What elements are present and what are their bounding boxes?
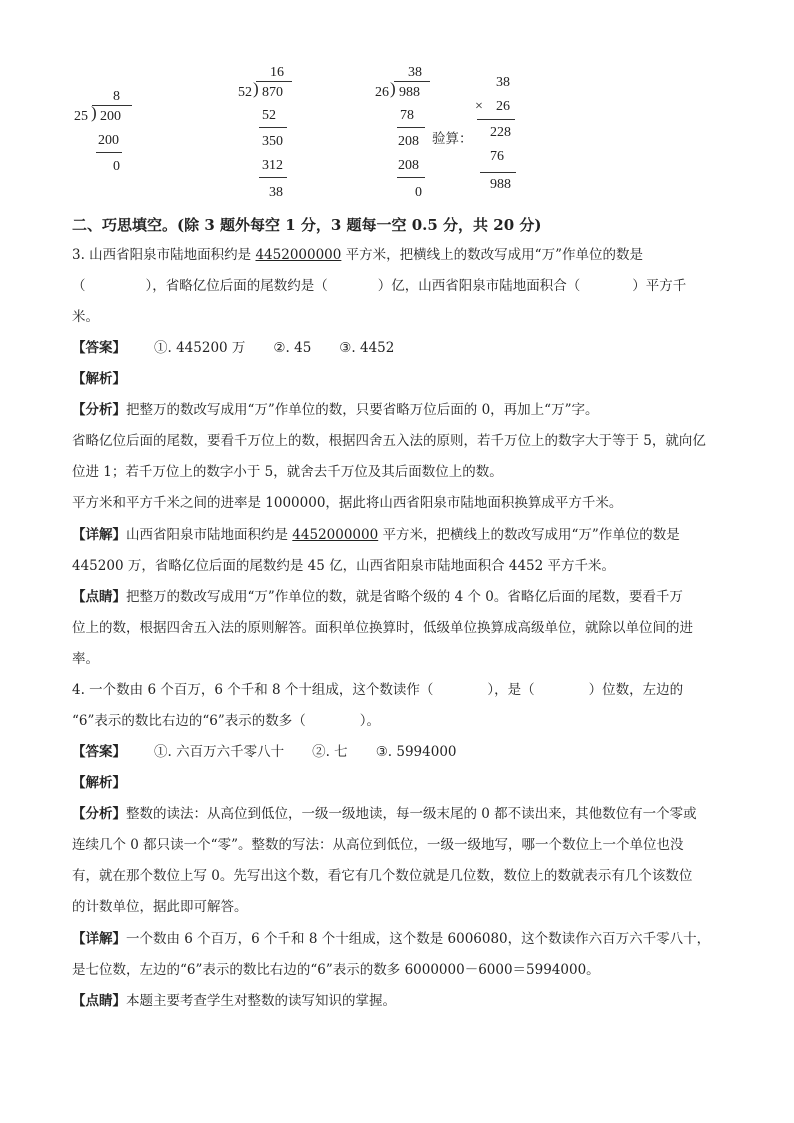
detail-text: 445200 万，省略亿位后面的尾数约是 45 亿，山西省阳泉市陆地面积合 4452 平方千米。 [72, 558, 616, 574]
xiangjie-tag: 【详解】 [72, 931, 126, 947]
analysis-text [72, 806, 697, 822]
division-bracket: ) [91, 103, 97, 122]
underlined-number: 4452000000 [292, 527, 379, 543]
product: 988 [490, 177, 511, 192]
text: ），省略亿位后面的尾数约是（ [145, 278, 328, 294]
text: 把整万的数改写成用“万”作单位的数，就是省略个级的 4 个 0。省略亿后面的尾数，要看千万 [126, 589, 683, 605]
multiplicand: 38 [496, 75, 510, 90]
analysis-tag: 【解析】 [72, 371, 126, 387]
answer-item: ②. 45 [273, 340, 312, 356]
partial-remainder: 350 [262, 134, 283, 149]
xiangjie-tag: 【详解】 [72, 527, 126, 543]
text: 山西省阳泉市陆地面积约是 [126, 527, 293, 543]
partial-remainder: 208 [398, 134, 419, 149]
analysis-text: 平方米和平方千米之间的进率是 1000000，据此将山西省阳泉市陆地面积换算成平方千米。 [72, 495, 623, 511]
question-text [72, 682, 683, 698]
text: 一个数由 6 个百万，6 个千和 8 个十组成，这个数是 6006080，这个数读作六百万六千零八十， [126, 931, 711, 947]
analysis-text: 省略亿位后面的尾数，要看千万位上的数，根据四舍五入法的原则，若千万位上的数字大于等于 5，就向亿 [72, 433, 706, 449]
quotient: 38 [408, 65, 422, 80]
question-text [72, 247, 643, 263]
question-text: 米。 [72, 309, 99, 325]
answer-item: ①. 445200 万 [154, 340, 246, 356]
division-rule [397, 177, 425, 178]
times-sign: × [475, 99, 483, 114]
dianjing-tag: 【点睛】 [72, 589, 126, 605]
analysis-text: 位进 1；若千万位上的数字小于 5，就舍去千万位及其后面数位上的数。 [72, 464, 503, 480]
partial-product: 78 [400, 108, 414, 123]
analysis-text [72, 402, 599, 418]
comment-text: 率。 [72, 651, 99, 667]
analysis-text: 的计数单位，据此即可解答。 [72, 899, 248, 915]
multiplication-rule [477, 119, 515, 120]
division-rule [259, 127, 287, 128]
division-bracket: ) [253, 79, 259, 98]
check-label: 验算： [432, 131, 473, 147]
partial-product: 228 [490, 125, 511, 140]
answer-item: ①. 六百万六千零八十 [154, 744, 285, 760]
detail-text [72, 527, 680, 543]
comment-text: 位上的数，根据四舍五入法的原则解答。面积单位换算时，低级单位换算成高级单位，就除以单位间的进 [72, 620, 693, 636]
division-rule [96, 152, 122, 153]
text: 平方米，把横线上的数改写成用“万”作单位的数是 [378, 527, 680, 543]
analysis-text: 有，就在那个数位上写 0。先写出这个数，看它有几个数位就是几位数，数位上的数就表示有几个该数位 [72, 868, 693, 884]
partial-product: 52 [262, 108, 276, 123]
partial-product: 312 [262, 158, 283, 173]
text: 3. 山西省阳泉市陆地面积约是 [72, 247, 256, 263]
section-title: 二、巧思填空。(除 3 题外每空 1 分，3 题每一空 0.5 分，共 20 分) [72, 216, 542, 234]
answer-line [72, 744, 457, 760]
text: ），是（ [487, 682, 535, 698]
remainder: 0 [415, 185, 422, 200]
dividend: 988 [399, 85, 420, 100]
division-rule [397, 127, 425, 128]
divisor: 25 [74, 109, 88, 124]
division-bar [92, 105, 132, 106]
partial-product: 208 [398, 158, 419, 173]
dividend: 200 [100, 109, 121, 124]
answer-tag: 【答案】 [72, 744, 126, 760]
division-rule [259, 177, 287, 178]
text: ）平方千 [632, 278, 687, 294]
remainder: 0 [113, 159, 120, 174]
question-text [72, 278, 686, 294]
quotient: 8 [113, 89, 120, 104]
multiplication-rule [480, 172, 516, 173]
dianjing-tag: 【点睛】 [72, 993, 126, 1009]
text: ）亿，山西省阳泉市陆地面积合（ [377, 278, 581, 294]
divisor: 26 [375, 85, 389, 100]
underlined-number: 4452000000 [255, 247, 342, 263]
quotient: 16 [270, 65, 284, 80]
text: ）。 [359, 713, 381, 729]
remainder: 38 [269, 185, 283, 200]
comment-text [72, 993, 396, 1009]
fenxi-tag: 【分析】 [72, 402, 126, 418]
answer-line [72, 340, 394, 356]
comment-text [72, 589, 683, 605]
question-text [72, 713, 380, 729]
divisor: 52 [238, 85, 252, 100]
analysis-tag: 【解析】 [72, 775, 126, 791]
text: 4. 一个数由 6 个百万，6 个千和 8 个十组成，这个数读作（ [72, 682, 434, 698]
division-bracket: ) [390, 79, 396, 98]
analysis-line [72, 371, 126, 387]
text: 整数的读法：从高位到低位，一级一级地读，每一级末尾的 0 都不读出来，其他数位有一个零或 [126, 806, 697, 822]
text: “6”表示的数比右边的“6”表示的数多（ [72, 713, 306, 729]
text: 把整万的数改写成用“万”作单位的数，只要省略万位后面的 0，再加上“万”字。 [126, 402, 599, 418]
partial-product: 76 [490, 149, 504, 164]
multiplier: 26 [496, 99, 510, 114]
division-bar [394, 81, 430, 82]
text: （ [72, 278, 86, 294]
division-bar [256, 81, 292, 82]
answer-item: ③. 4452 [339, 340, 395, 356]
text: 平方米，把横线上的数改写成用“万”作单位的数是 [341, 247, 643, 263]
answer-item: ②. 七 [312, 744, 348, 760]
text: 本题主要考查学生对整数的读写知识的掌握。 [126, 993, 396, 1009]
detail-text [72, 931, 710, 947]
answer-item: ③. 5994000 [375, 744, 457, 760]
partial-product: 200 [98, 133, 119, 148]
answer-tag: 【答案】 [72, 340, 126, 356]
analysis-line [72, 775, 126, 791]
dividend: 870 [262, 85, 283, 100]
detail-text: 是七位数，左边的“6”表示的数比右边的“6”表示的数多 6000000－6000＝5994000。 [72, 962, 600, 978]
fenxi-tag: 【分析】 [72, 806, 126, 822]
analysis-text: 连续几个 0 都只读一个“零”。整数的写法：从高位到低位，一级一级地写，哪一个数位上一个单位也没 [72, 837, 684, 853]
text: ）位数，左边的 [588, 682, 684, 698]
